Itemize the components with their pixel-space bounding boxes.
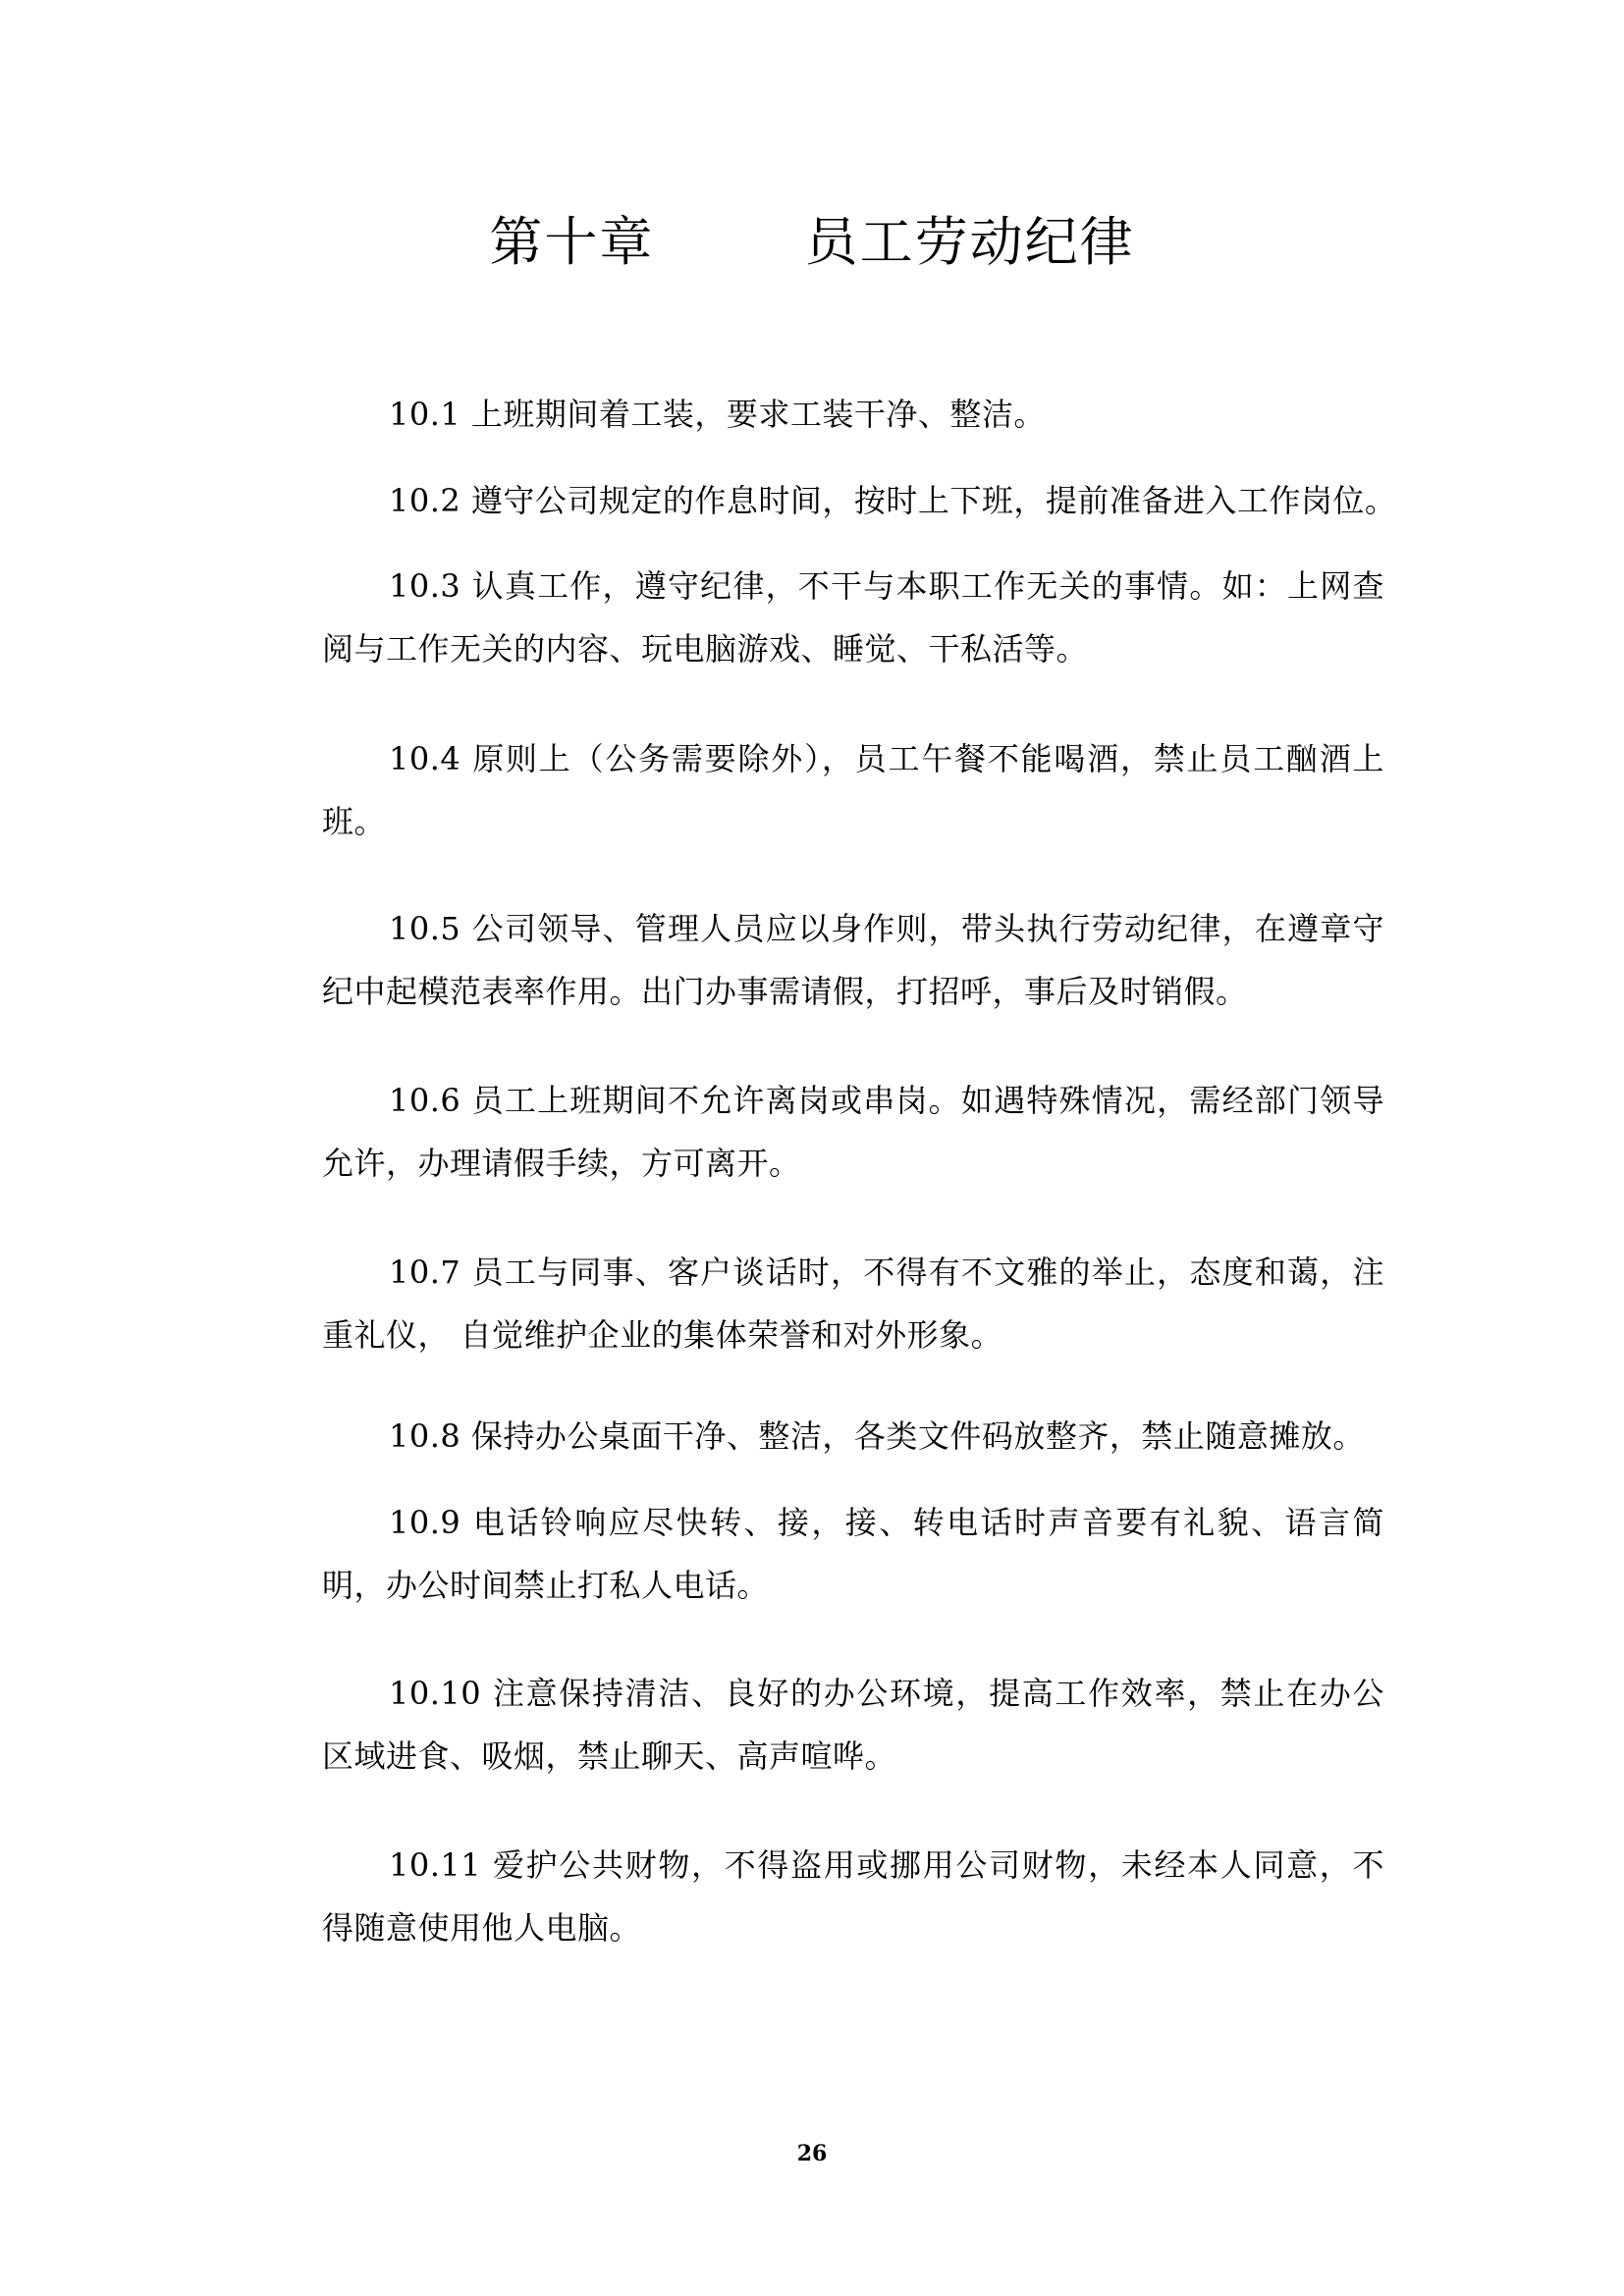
clause-10-8: 10.8 保持办公桌面干净、整洁，各类文件码放整齐，禁止随意摊放。 [389, 1417, 1365, 1455]
clause-10-6: 10.6 员工上班期间不允许离岗或串岗。如遇特殊情况，需经部门领导允许，办理请假手续，方可离开。 [322, 1082, 1384, 1182]
chapter-title: 第十章 员工劳动纪律 [489, 211, 1135, 273]
clause-10-3: 10.3 认真工作，遵守纪律，不干与本职工作无关的事情。如：上网查阅与工作无关的内容、玩电脑游戏、睡觉、干私活等。 [322, 567, 1384, 667]
clause-10-11: 10.11 爱护公共财物，不得盗用或挪用公司财物，未经本人同意，不得随意使用他人电脑。 [322, 1846, 1384, 1947]
page-number: 26 [796, 2141, 828, 2166]
clause-10-4: 10.4 原则上（公务需要除外），员工午餐不能喝酒，禁止员工酗酒上班。 [322, 740, 1384, 840]
clause-10-7: 10.7 员工与同事、客户谈话时，不得有不文雅的举止，态度和蔼，注重礼仪， 自觉维护企业的集体荣誉和对外形象。 [322, 1254, 1384, 1354]
clause-10-9: 10.9 电话铃响应尽快转、接，接、转电话时声音要有礼貌、语言简明，办公时间禁止打私人电话。 [322, 1504, 1384, 1604]
clause-10-10: 10.10 注意保持清洁、良好的办公环境，提高工作效率，禁止在办公区域进食、吸烟，禁止聊天、高声喧哗。 [322, 1675, 1384, 1775]
clause-10-2: 10.2 遵守公司规定的作息时间，按时上下班，提前准备进入工作岗位。 [389, 482, 1397, 519]
clause-10-1: 10.1 上班期间着工装，要求工装干净、整洁。 [389, 396, 1046, 433]
clause-10-5: 10.5 公司领导、管理人员应以身作则，带头执行劳动纪律，在遵章守纪中起模范表率作用。出门办事需请假，打招呼，事后及时销假。 [322, 910, 1384, 1010]
